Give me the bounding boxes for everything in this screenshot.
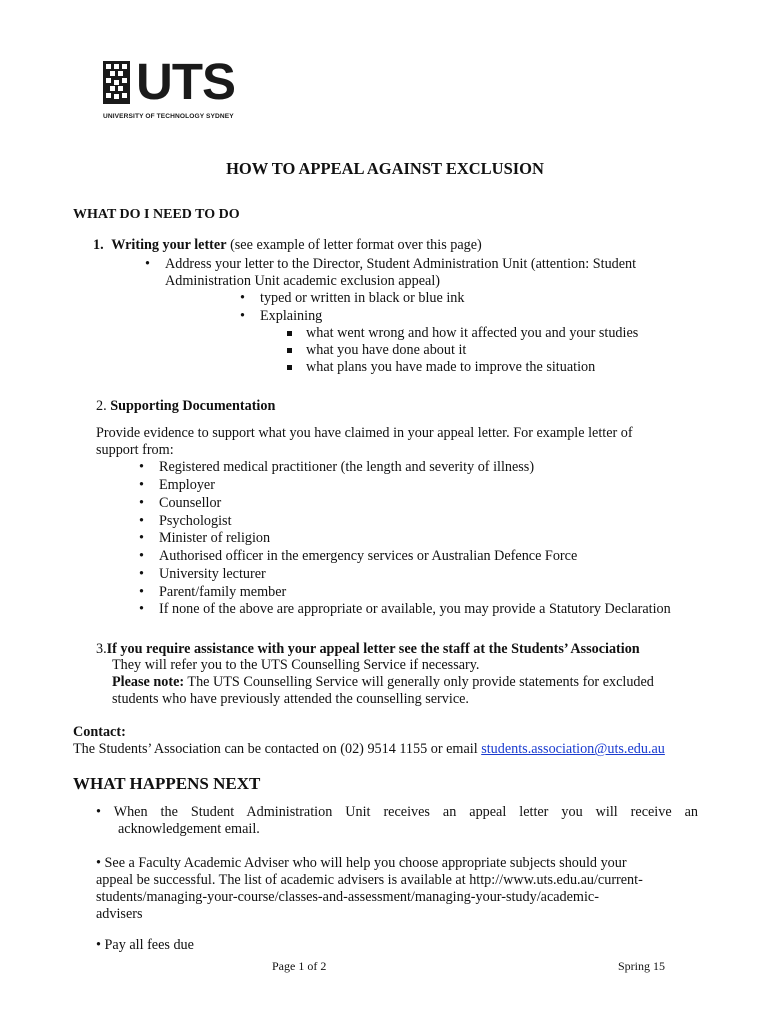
contact-email-link[interactable]: students.association@uts.edu.au bbox=[481, 741, 665, 757]
step3-note-line2: students who have previously attended the counselling service. bbox=[112, 691, 469, 707]
step3-heading bbox=[96, 641, 640, 659]
step1-number: 1. bbox=[93, 237, 104, 253]
step1-sub-explaining: • Explaining bbox=[260, 308, 322, 326]
support-item: • Authorised officer in the emergency services or Australian Defence Force bbox=[159, 548, 577, 566]
step1-note: (see example of letter format over this page) bbox=[226, 237, 482, 253]
support-item: • Registered medical practitioner (the length and severity of illness) bbox=[159, 459, 534, 477]
explain-item-3: what plans you have made to improve the situation bbox=[306, 359, 596, 375]
step2-label: Supporting Documentation bbox=[110, 398, 276, 414]
footer-page-number: Page 1 of 2 bbox=[272, 959, 327, 973]
next-bullet-3: • Pay all fees due bbox=[96, 937, 194, 953]
section-heading-what-to-do: WHAT DO I NEED TO DO bbox=[73, 207, 240, 222]
logo-subtitle: UNIVERSITY OF TECHNOLOGY SYDNEY bbox=[103, 113, 234, 120]
step1-address-bullet-cont: Administration Unit academic exclusion appeal) bbox=[165, 273, 440, 289]
step3-line2: They will refer you to the UTS Counselling Service if necessary. bbox=[112, 657, 480, 673]
step1-address-bullet: • Address your letter to the Director, Student Administration Unit (attention: Student bbox=[165, 256, 697, 274]
support-item: • Counsellor bbox=[159, 495, 221, 513]
contact-text: The Students’ Association can be contacted on (02) 9514 1155 or email students.association@uts.edu.au bbox=[73, 741, 665, 757]
step3-note: Please note: The UTS Counselling Service will generally only provide statements for excluded bbox=[112, 674, 654, 690]
support-item: • Minister of religion bbox=[159, 530, 270, 548]
step2-intro-line1: Provide evidence to support what you have claimed in your appeal letter. For example letter of bbox=[96, 425, 633, 441]
step3-number: 3. bbox=[96, 641, 107, 657]
step1-sub-ink: • typed or written in black or blue ink bbox=[260, 290, 465, 308]
page-title: HOW TO APPEAL AGAINST EXCLUSION bbox=[226, 159, 544, 178]
uts-logo bbox=[103, 53, 235, 126]
step1-label: Writing your letter bbox=[111, 237, 227, 253]
explain-item-1: what went wrong and how it affected you and your studies bbox=[306, 325, 639, 341]
bullet-icon: • bbox=[96, 855, 105, 871]
support-item: • If none of the above are appropriate or available, you may provide a Statutory Declaration bbox=[159, 601, 671, 619]
next-bullet-2-line3: students/managing-your-course/classes-and-assessment/managing-your-study/academic- bbox=[96, 889, 599, 905]
support-item: • Parent/family member bbox=[159, 584, 286, 602]
support-item: • Psychologist bbox=[159, 513, 232, 531]
step1-heading bbox=[93, 237, 482, 255]
next-bullet-2-line2: appeal be successful. The list of academic advisers is available at http://www.uts.edu.au/current- bbox=[96, 872, 643, 888]
bullet-icon: • bbox=[96, 937, 105, 953]
support-item: • University lecturer bbox=[159, 566, 266, 584]
next-bullet-2: • See a Faculty Academic Adviser who will help you choose appropriate subjects should your bbox=[96, 855, 627, 871]
bullet-icon: • bbox=[96, 804, 114, 820]
footer-edition: Spring 15 bbox=[618, 959, 666, 973]
step2-heading bbox=[96, 398, 275, 416]
next-bullet-1-cont: acknowledgement email. bbox=[118, 821, 260, 837]
uts-logo-mark-icon bbox=[103, 61, 130, 104]
explain-item-2: what you have done about it bbox=[306, 342, 467, 358]
step2-intro-line2: support from: bbox=[96, 442, 174, 458]
logo-wordmark: UTS bbox=[136, 53, 235, 110]
step2-number: 2. bbox=[96, 398, 107, 414]
section-heading-what-happens-next: WHAT HAPPENS NEXT bbox=[73, 774, 261, 793]
step3-note-label: Please note: bbox=[112, 674, 185, 690]
support-item: • Employer bbox=[159, 477, 215, 495]
next-bullet-1: • When the Student Administration Unit receives an appeal letter you will receive an bbox=[96, 804, 698, 820]
step3-label: If you require assistance with your appeal letter see the staff at the Students’ Association bbox=[106, 641, 640, 657]
contact-label: Contact: bbox=[73, 724, 126, 740]
next-bullet-2-line4: advisers bbox=[96, 906, 143, 922]
